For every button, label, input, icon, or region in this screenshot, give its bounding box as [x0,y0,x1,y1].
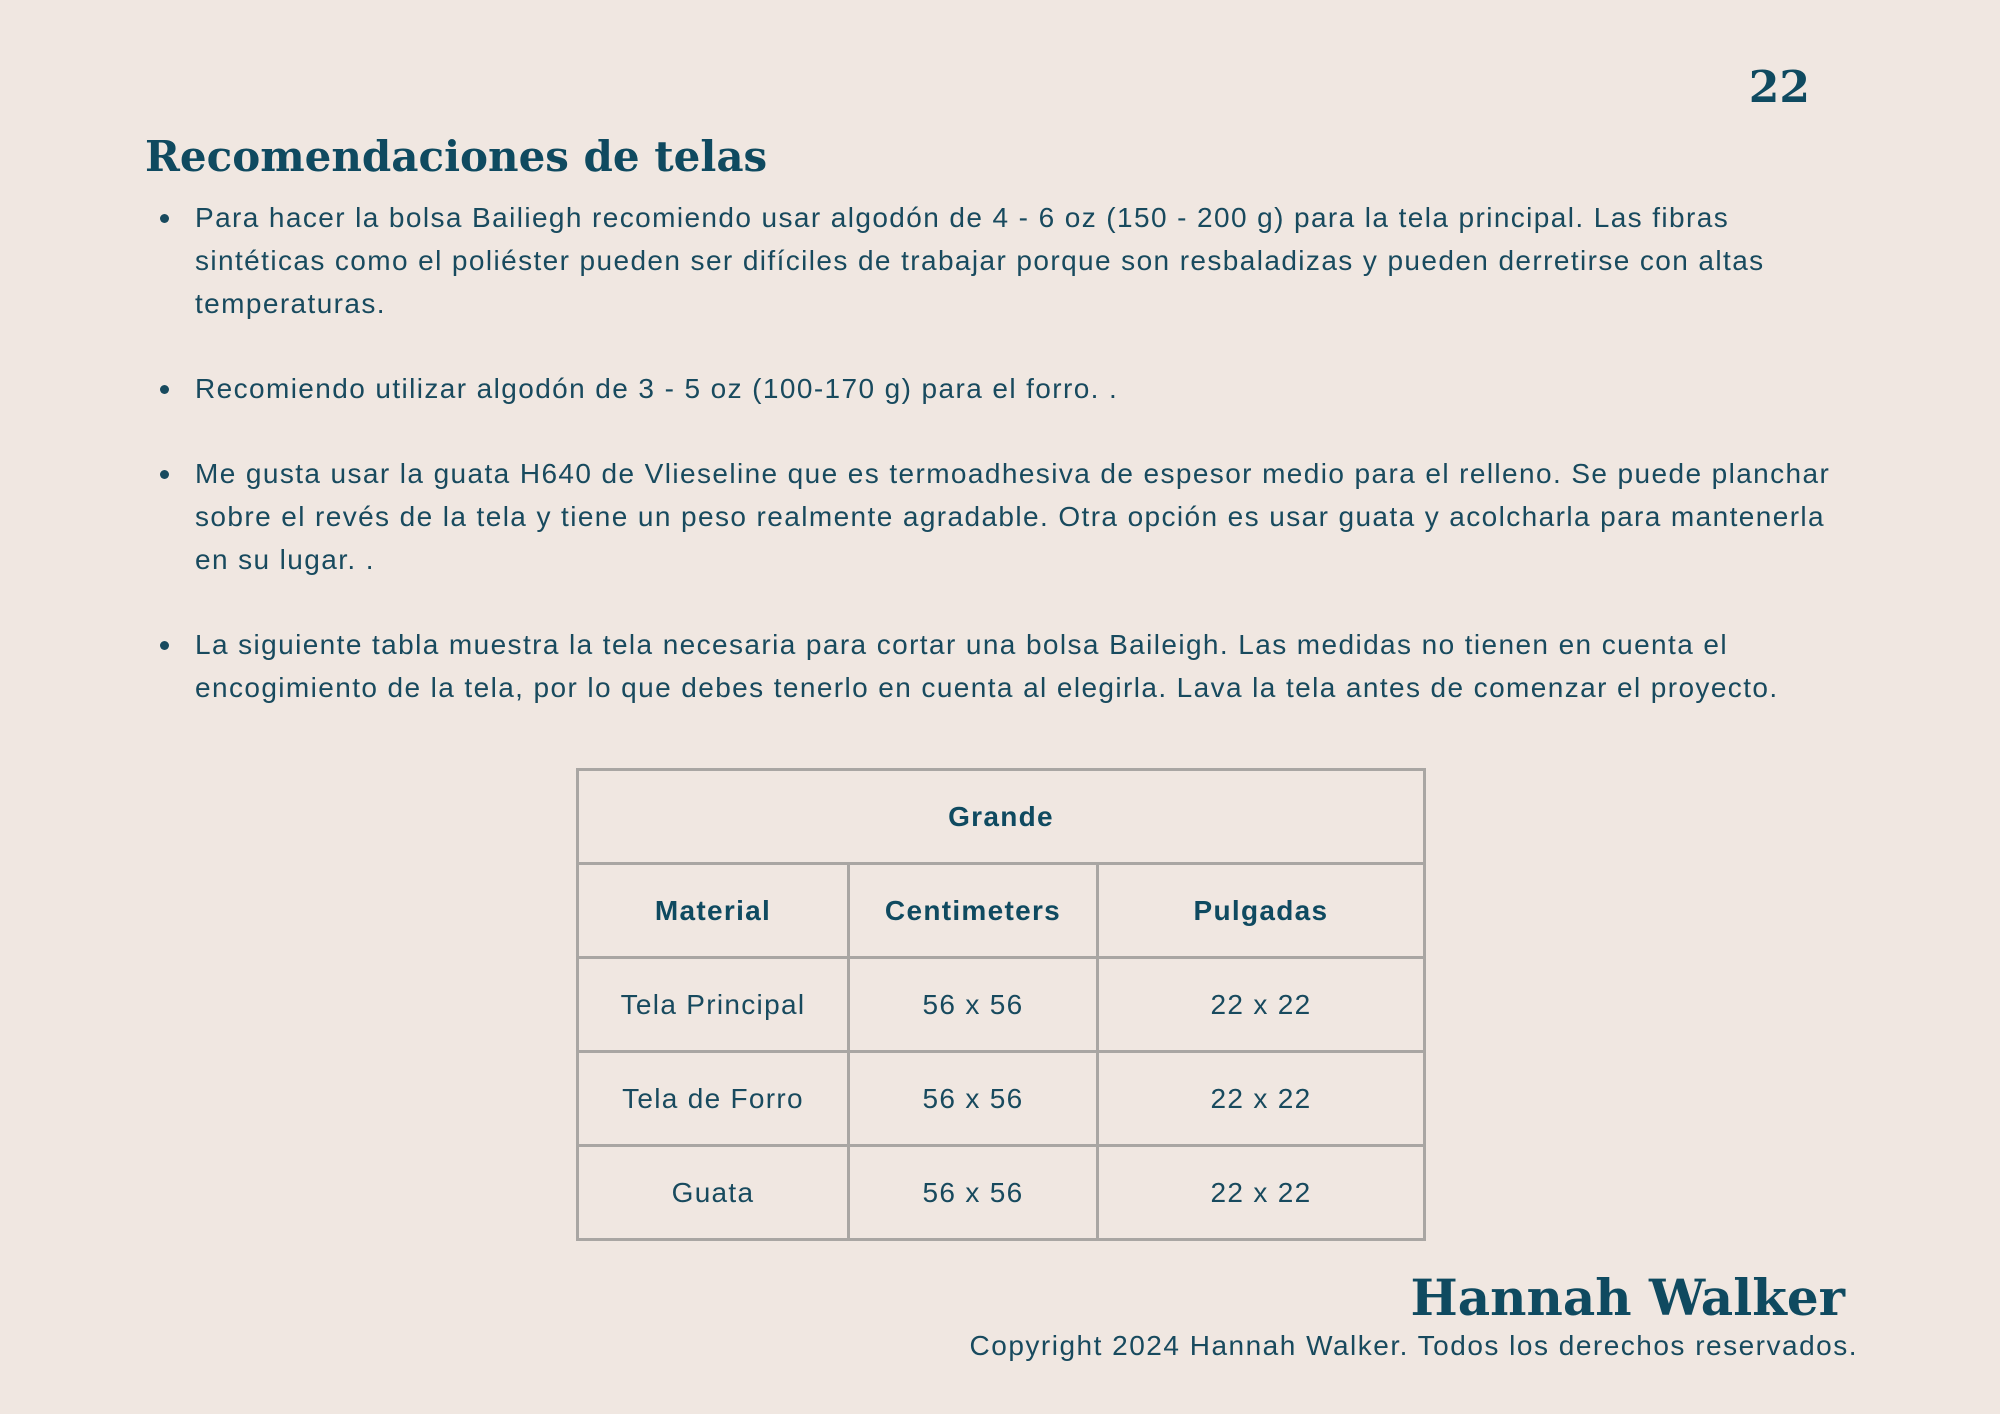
table-cell-pulgadas: 22 x 22 [1098,1146,1425,1240]
table-cell-centimeters: 56 x 56 [849,958,1098,1052]
column-header-centimeters: Centimeters [849,864,1098,958]
table-header-row [578,864,1425,958]
list-item-text: Para hacer la bolsa Bailiegh recomiendo usar algodón de 4 - 6 oz (150 - 200 g) para la tela principal. Las fibras sintéticas como el poliéster pueden ser difíciles de trabajar porque son resbaladizas y pueden derretirse con altas temperaturas. [195,202,1765,319]
list-item [146,196,1866,325]
recommendation-list [146,196,1866,751]
list-item-text: La siguiente tabla muestra la tela necesaria para cortar una bolsa Baileigh. Las medidas no tienen en cuenta el encogimiento de la tela, por lo que debes tenerlo en cuenta al elegirla. Lava la tela antes de comenzar el proyecto. [195,629,1779,703]
list-item-text: Me gusta usar la guata H640 de Vlieseline que es termoadhesiva de espesor medio para el relleno. Se puede planchar sobre el revés de la tela y tiene un peso realmente agradable. Otra opción es usar guata y acolcharla para mantenerla en su lugar. . [195,458,1831,575]
list-item [146,367,1866,410]
page-number: 22 [1748,62,1810,113]
page-title: Recomendaciones de telas [145,132,768,181]
table-caption: Grande [578,770,1425,864]
list-item [146,623,1866,709]
bullet-icon [160,641,169,650]
table-cell-material: Tela Principal [578,958,849,1052]
table-cell-pulgadas: 22 x 22 [1098,958,1425,1052]
table-row [578,1146,1425,1240]
list-item-text: Recomiendo utilizar algodón de 3 - 5 oz (100-170 g) para el forro. . [195,373,1119,404]
table-cell-material: Tela de Forro [578,1052,849,1146]
column-header-material: Material [578,864,849,958]
table-cell-centimeters: 56 x 56 [849,1146,1098,1240]
table-row [578,958,1425,1052]
table-caption-row [578,770,1425,864]
list-item [146,452,1866,581]
fabric-table [576,768,1426,1241]
table-cell-pulgadas: 22 x 22 [1098,1052,1425,1146]
author-name: Hannah Walker [1410,1268,1845,1327]
bullet-icon [160,470,169,479]
column-header-pulgadas: Pulgadas [1098,864,1425,958]
bullet-icon [160,385,169,394]
copyright-notice: Copyright 2024 Hannah Walker. Todos los derechos reservados. [969,1330,1858,1361]
bullet-icon [160,214,169,223]
table-cell-centimeters: 56 x 56 [849,1052,1098,1146]
table-row [578,1052,1425,1146]
table-cell-material: Guata [578,1146,849,1240]
